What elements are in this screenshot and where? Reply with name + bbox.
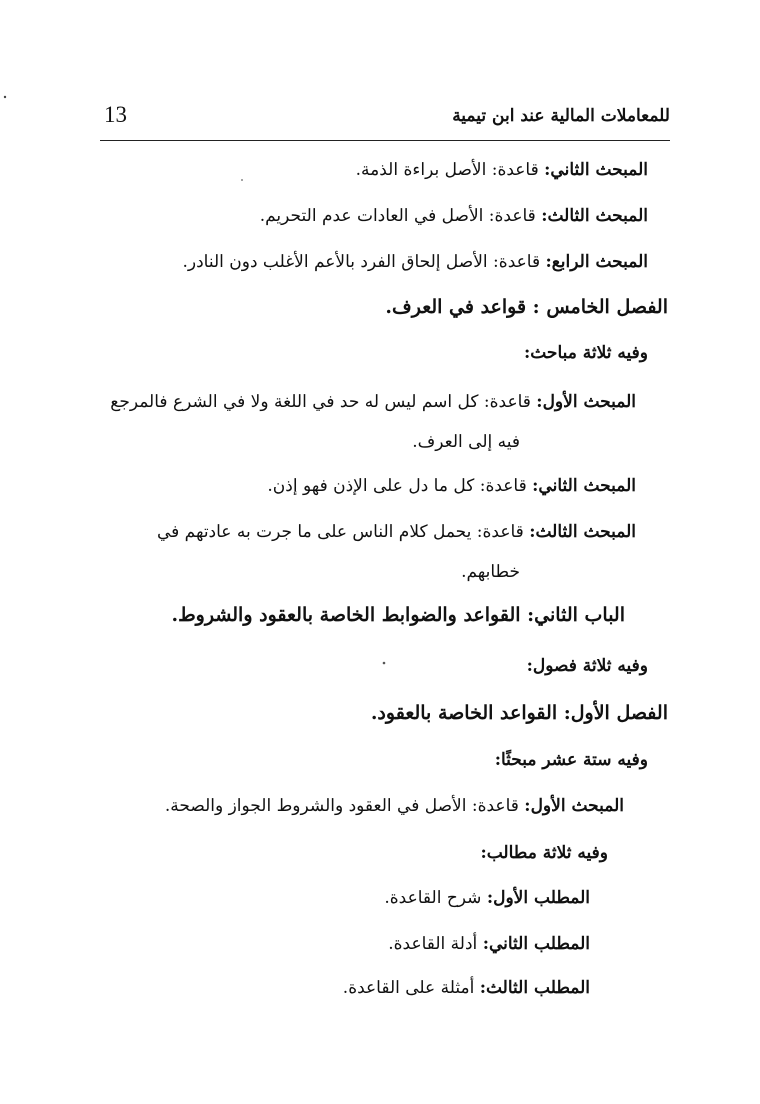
toc-line-subsection-2 — [388, 936, 590, 953]
subheading — [495, 752, 648, 769]
toc-line-section-3b — [157, 524, 636, 541]
subheading — [480, 845, 608, 862]
entry-text: قاعدة: كل اسم ليس له حد في اللغة ولا في الشرع فالمرجع — [110, 392, 537, 412]
running-title: للمعاملات المالية عند ابن تيمية — [452, 106, 670, 126]
entry-label: المبحث الأول: — [524, 796, 624, 816]
entry-text: قاعدة: كل ما دل على الإذن فهو إذن. — [267, 476, 533, 496]
toc-line-section-3 — [260, 208, 648, 225]
subheading — [527, 658, 648, 675]
entry-label: وفيه ستة عشر مبحثًا: — [494, 750, 648, 770]
toc-line-section-4 — [182, 254, 648, 271]
toc-line-section-2 — [356, 162, 648, 179]
chapter-heading — [385, 298, 668, 317]
toc-line-subsection-1 — [384, 890, 590, 907]
entry-text: قاعدة: الأصل إلحاق الفرد بالأعم الأغلب دون النادر. — [182, 252, 546, 272]
header-rule — [100, 140, 670, 141]
entry-label: المبحث الثاني: — [532, 476, 636, 496]
entry-text: أمثلة على القاعدة. — [342, 978, 480, 998]
entry-text: فيه إلى العرف. — [412, 432, 520, 452]
entry-text: قاعدة: الأصل براءة الذمة. — [355, 160, 545, 180]
scan-speck — [383, 662, 386, 665]
page-number: 13 — [104, 102, 127, 127]
entry-label: وفيه ثلاثة مطالب: — [480, 843, 608, 863]
entry-label: المبحث الرابع: — [545, 252, 648, 272]
toc-line-section-1c — [165, 798, 624, 815]
entry-label: المطلب الأول: — [486, 888, 590, 908]
entry-label: وفيه ثلاثة فصول: — [526, 656, 648, 676]
entry-text: أدلة القاعدة. — [388, 934, 483, 954]
entry-text: القواعد الخاصة بالعقود. — [370, 702, 564, 724]
entry-label: المطلب الثاني: — [482, 934, 590, 954]
entry-text: قاعدة: يحمل كلام الناس على ما جرت به عادتهم في — [156, 522, 530, 542]
toc-line-continuation — [461, 564, 520, 581]
toc-line-subsection-3 — [343, 980, 590, 997]
toc-line-section-2b — [267, 478, 636, 495]
entry-label: المبحث الثاني: — [544, 160, 648, 180]
entry-label: الفصل الأول: — [563, 702, 668, 724]
entry-label: وفيه ثلاثة مباحث: — [523, 343, 648, 363]
entry-text: قاعدة: الأصل في العقود والشروط الجواز والصحة. — [164, 796, 525, 816]
part-heading — [171, 606, 625, 625]
entry-text: قاعدة: الأصل في العادات عدم التحريم. — [259, 206, 542, 226]
chapter-heading — [371, 704, 668, 723]
entry-label: الباب الثاني: — [527, 604, 625, 626]
entry-label: المبحث الثالث: — [529, 522, 636, 542]
entry-label: المطلب الثالث: — [479, 978, 590, 998]
toc-line-section-1 — [110, 394, 636, 411]
entry-label: المبحث الثالث: — [541, 206, 648, 226]
subheading — [524, 345, 648, 362]
entry-text: خطابهم. — [461, 562, 520, 582]
entry-text: شرح القاعدة. — [384, 888, 487, 908]
scan-speck — [241, 179, 243, 181]
toc-line-continuation — [412, 434, 520, 451]
scan-speck — [4, 96, 6, 98]
entry-text: القواعد والضوابط الخاصة بالعقود والشروط. — [171, 604, 528, 626]
entry-label: الفصل الخامس : قواعد في العرف. — [385, 296, 668, 318]
page-header — [100, 96, 670, 132]
entry-label: المبحث الأول: — [536, 392, 636, 412]
